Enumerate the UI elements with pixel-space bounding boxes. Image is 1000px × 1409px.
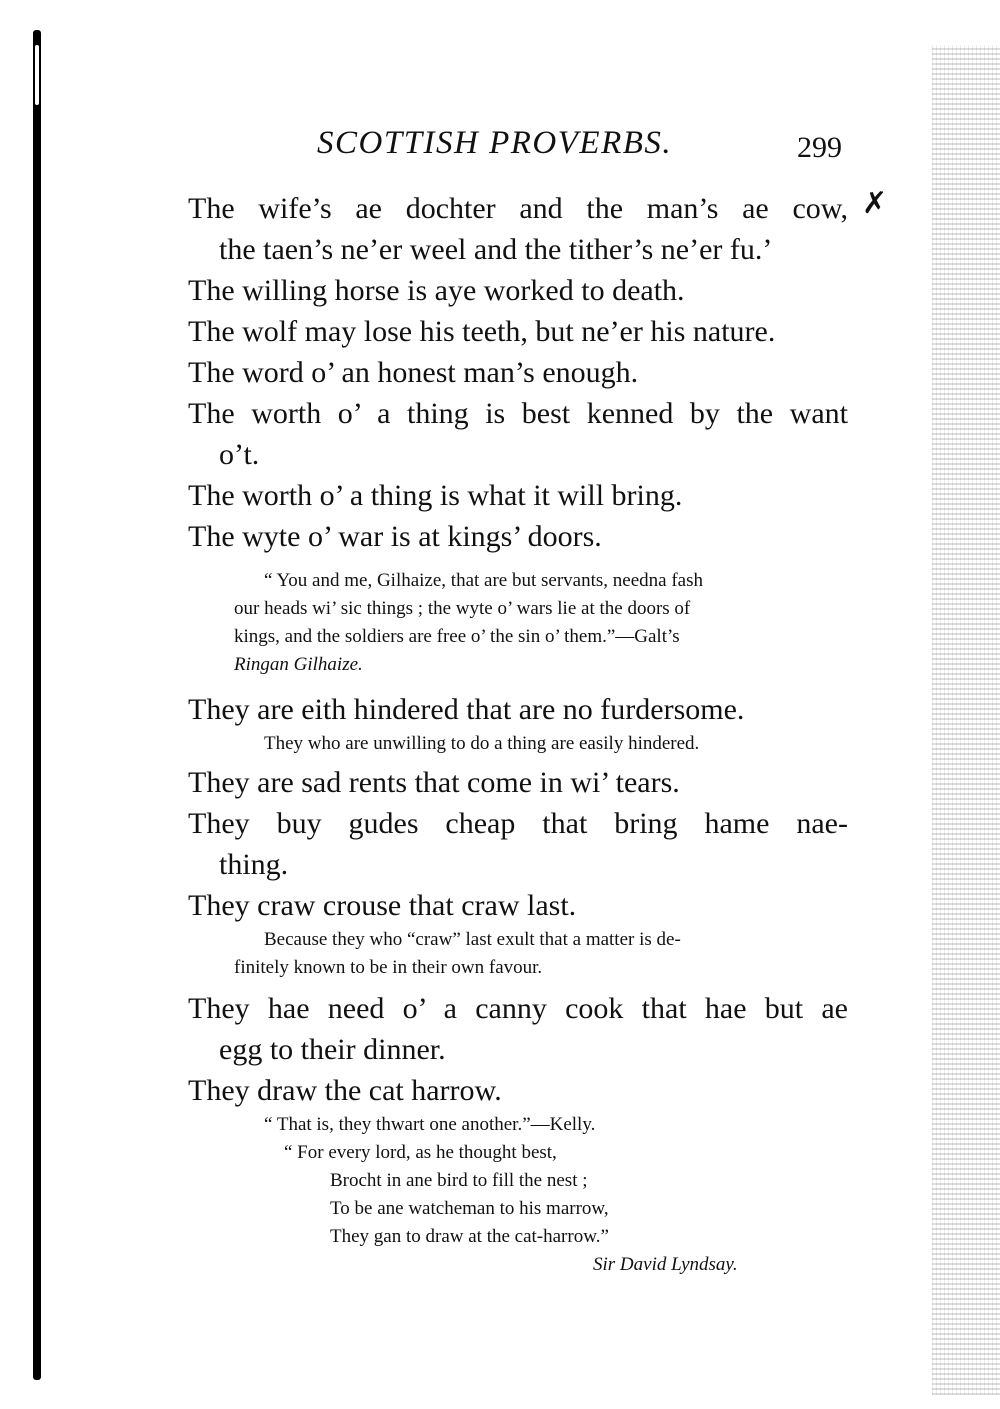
proverb-line: They hae need o’ a canny cook that hae but ae	[188, 992, 848, 1025]
proverb-line: They are sad rents that come in wi’ tears.	[188, 766, 680, 799]
page-header	[0, 125, 1000, 175]
proverb-line: The worth o’ a thing is best kenned by the want	[188, 397, 848, 430]
proverb-line: They buy gudes cheap that bring hame nae-	[188, 807, 848, 840]
proverb-line: The willing horse is aye worked to death.	[188, 274, 685, 307]
annotation-line: finitely known to be in their own favour.	[234, 957, 543, 978]
proverb-line: The word o’ an honest man’s enough.	[188, 356, 639, 389]
proverb-line: The wolf may lose his teeth, but ne’er his nature.	[188, 315, 776, 348]
proverb-line: They draw the cat harrow.	[188, 1074, 502, 1107]
proverb-line: The wyte o’ war is at kings’ doors.	[188, 520, 602, 553]
verse-line: To be ane watcheman to his marrow,	[330, 1198, 609, 1219]
proverb-line-continued: o’t.	[219, 438, 260, 471]
annotation-line: They who are unwilling to do a thing are easily hindered.	[264, 733, 700, 754]
binding-shadow	[33, 30, 41, 1380]
annotation-line: “ That is, they thwart one another.”—Kelly.	[264, 1114, 596, 1135]
proverb-line: They are eith hindered that are no furdersome.	[188, 693, 745, 726]
annotation-line: Because they who “craw” last exult that a matter is de-	[264, 929, 681, 950]
verse-line: They gan to draw at the cat-harrow.”	[330, 1226, 609, 1247]
proverb-line: They craw crouse that craw last.	[188, 889, 577, 922]
page-edge-texture	[932, 45, 1000, 1395]
annotation-line: our heads wi’ sic things ; the wyte o’ wars lie at the doors of	[234, 598, 691, 619]
annotation-source: Ringan Gilhaize.	[234, 654, 363, 675]
proverb-line-continued: egg to their dinner.	[219, 1033, 446, 1066]
proverb-line-continued: the taen’s ne’er weel and the tither’s ne’er fu.’	[219, 233, 773, 266]
annotation-line: kings, and the soldiers are free o’ the sin o’ them.”—Galt’s	[234, 626, 680, 647]
running-title: SCOTTISH PROVERBS.	[317, 125, 673, 161]
page-number: 299	[797, 131, 842, 164]
annotation-line: “ You and me, Gilhaize, that are but servants, needna fash	[264, 570, 703, 591]
proverb-line: The wife’s ae dochter and the man’s ae cow,	[188, 192, 848, 225]
proverb-line: The worth o’ a thing is what it will bring.	[188, 479, 683, 512]
margin-mark: ✗	[862, 187, 888, 220]
proverb-line-continued: thing.	[219, 848, 289, 881]
verse-attribution: Sir David Lyndsay.	[593, 1254, 738, 1275]
verse-line: “ For every lord, as he thought best,	[284, 1142, 557, 1163]
verse-line: Brocht in ane bird to fill the nest ;	[330, 1170, 588, 1191]
proverb-list	[188, 188, 848, 1279]
